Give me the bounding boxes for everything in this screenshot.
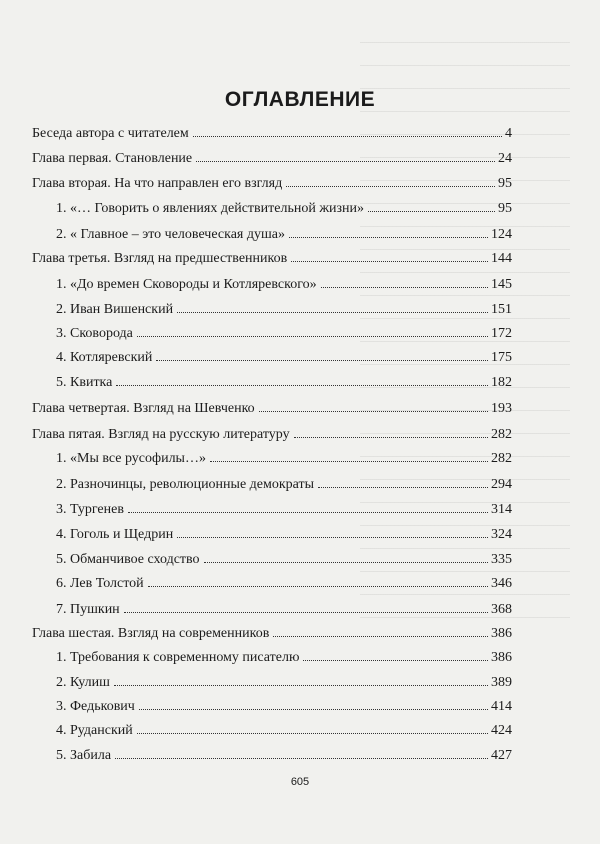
toc-entry-title: 4. Котляревский [56, 350, 153, 365]
toc-entry-title: Глава вторая. На что направлен его взгляд [32, 176, 283, 191]
toc-entry-page: 95 [498, 176, 512, 191]
dot-leader [148, 586, 488, 587]
toc-entry-section[interactable] [56, 598, 512, 618]
dot-leader [156, 360, 488, 361]
dot-leader [128, 512, 488, 513]
toc-entry-title: 6. Лев Толстой [56, 576, 144, 591]
toc-entry-title: 3. Федькович [56, 699, 135, 714]
toc-entry-page: 95 [498, 201, 512, 216]
toc-entry-title: 5. Забила [56, 748, 112, 763]
dot-leader [318, 487, 488, 488]
toc-entry-section[interactable] [56, 523, 512, 543]
toc-entry-chapter[interactable] [32, 122, 512, 142]
toc-entry-title: 7. Пушкин [56, 602, 120, 617]
toc-entry-title: 3. Сковорода [56, 326, 133, 341]
dot-leader [259, 411, 488, 412]
toc-entry-chapter[interactable] [32, 423, 512, 443]
toc-entry-page: 294 [491, 477, 512, 492]
toc-entry-page: 386 [491, 650, 512, 665]
toc-entry-section[interactable] [56, 719, 512, 739]
toc-entry-page: 124 [491, 227, 512, 242]
toc-entry-chapter[interactable] [32, 147, 512, 167]
toc-entry-chapter[interactable] [32, 247, 512, 267]
dot-leader [177, 312, 488, 313]
page-number: 605 [290, 776, 310, 788]
toc-entry-chapter[interactable] [32, 622, 512, 642]
toc-entry-page: 386 [491, 626, 512, 641]
dot-leader [137, 336, 488, 337]
toc-entry-page: 282 [491, 451, 512, 466]
toc-entry-section[interactable] [56, 572, 512, 592]
toc-entry-page: 182 [491, 375, 512, 390]
toc-entry-section[interactable] [56, 197, 512, 217]
toc-entry-title: Глава четвертая. Взгляд на Шевченко [32, 401, 255, 416]
toc-entry-page: 314 [491, 502, 512, 517]
toc-entry-section[interactable] [56, 298, 512, 318]
toc-entry-section[interactable] [56, 695, 512, 715]
dot-leader [115, 758, 488, 759]
toc-entry-page: 4 [505, 126, 512, 141]
toc-entry-title: 2. Разночинцы, революционные демократы [56, 477, 315, 492]
toc-entry-title: 1. Требования к современному писателю [56, 650, 300, 665]
toc-entry-page: 144 [491, 251, 512, 266]
toc-entry-title: 3. Тургенев [56, 502, 124, 517]
toc-entry-title: Глава шестая. Взгляд на современников [32, 626, 270, 641]
toc-entry-section[interactable] [56, 273, 512, 293]
dot-leader [286, 186, 495, 187]
toc-entry-page: 335 [491, 552, 512, 567]
toc-entry-title: Беседа автора с читателем [32, 126, 189, 141]
dot-leader [137, 733, 488, 734]
toc-entry-section[interactable] [56, 473, 512, 493]
dot-leader [116, 385, 488, 386]
toc-entry-title: Глава первая. Становление [32, 151, 193, 166]
toc-entry-title: 2. « Главное – это человеческая душа» [56, 227, 285, 242]
dot-leader [193, 136, 502, 137]
toc-entry-page: 346 [491, 576, 512, 591]
toc-entry-title: 1. «Мы все русофилы…» [56, 451, 206, 466]
toc-entry-page: 175 [491, 350, 512, 365]
toc-entry-title: 4. Гоголь и Щедрин [56, 527, 174, 542]
dot-leader [139, 709, 488, 710]
toc-entry-section[interactable] [56, 346, 512, 366]
dot-leader [303, 660, 488, 661]
toc-entry-title: 5. Обманчивое сходство [56, 552, 200, 567]
toc-entry-page: 193 [491, 401, 512, 416]
toc-entry-section[interactable] [56, 744, 512, 764]
dot-leader [204, 562, 488, 563]
toc-entry-title: 1. «До времен Сковороды и Котляревского» [56, 277, 317, 292]
dot-leader [210, 461, 488, 462]
dot-leader [291, 261, 488, 262]
toc-entry-title: 1. «… Говорить о явлениях действительной жизни» [56, 201, 364, 216]
dot-leader [273, 636, 488, 637]
toc-entry-section[interactable] [56, 322, 512, 342]
toc-entry-section[interactable] [56, 223, 512, 243]
toc-entry-title: 2. Кулиш [56, 675, 110, 690]
toc-entry-page: 414 [491, 699, 512, 714]
dot-leader [294, 437, 488, 438]
toc-entry-section[interactable] [56, 371, 512, 391]
toc-entry-section[interactable] [56, 447, 512, 467]
toc-entry-title: 2. Иван Вишенский [56, 302, 174, 317]
toc-entry-title: 5. Квитка [56, 375, 113, 390]
toc-entry-page: 427 [491, 748, 512, 763]
toc-entry-page: 368 [491, 602, 512, 617]
toc-entry-chapter[interactable] [32, 397, 512, 417]
toc-entry-title: Глава третья. Взгляд на предшественников [32, 251, 288, 266]
dot-leader [114, 685, 488, 686]
toc-entry-section[interactable] [56, 646, 512, 666]
dot-leader [177, 537, 488, 538]
dot-leader [196, 161, 495, 162]
toc-entry-section[interactable] [56, 671, 512, 691]
toc-entry-page: 282 [491, 427, 512, 442]
page-title: ОГЛАВЛЕНИЕ [224, 88, 376, 111]
dot-leader [321, 287, 488, 288]
toc-entry-section[interactable] [56, 498, 512, 518]
toc-entry-title: Глава пятая. Взгляд на русскую литературу [32, 427, 290, 442]
toc-entry-chapter[interactable] [32, 172, 512, 192]
toc-entry-title: 4. Руданский [56, 723, 133, 738]
toc-entry-section[interactable] [56, 548, 512, 568]
toc-entry-page: 151 [491, 302, 512, 317]
toc-entry-page: 145 [491, 277, 512, 292]
toc-entry-page: 389 [491, 675, 512, 690]
toc-entry-page: 324 [491, 527, 512, 542]
dot-leader [124, 612, 488, 613]
toc-entry-page: 172 [491, 326, 512, 341]
toc-entry-page: 24 [498, 151, 512, 166]
dot-leader [289, 237, 488, 238]
toc-entry-page: 424 [491, 723, 512, 738]
dot-leader [368, 211, 495, 212]
